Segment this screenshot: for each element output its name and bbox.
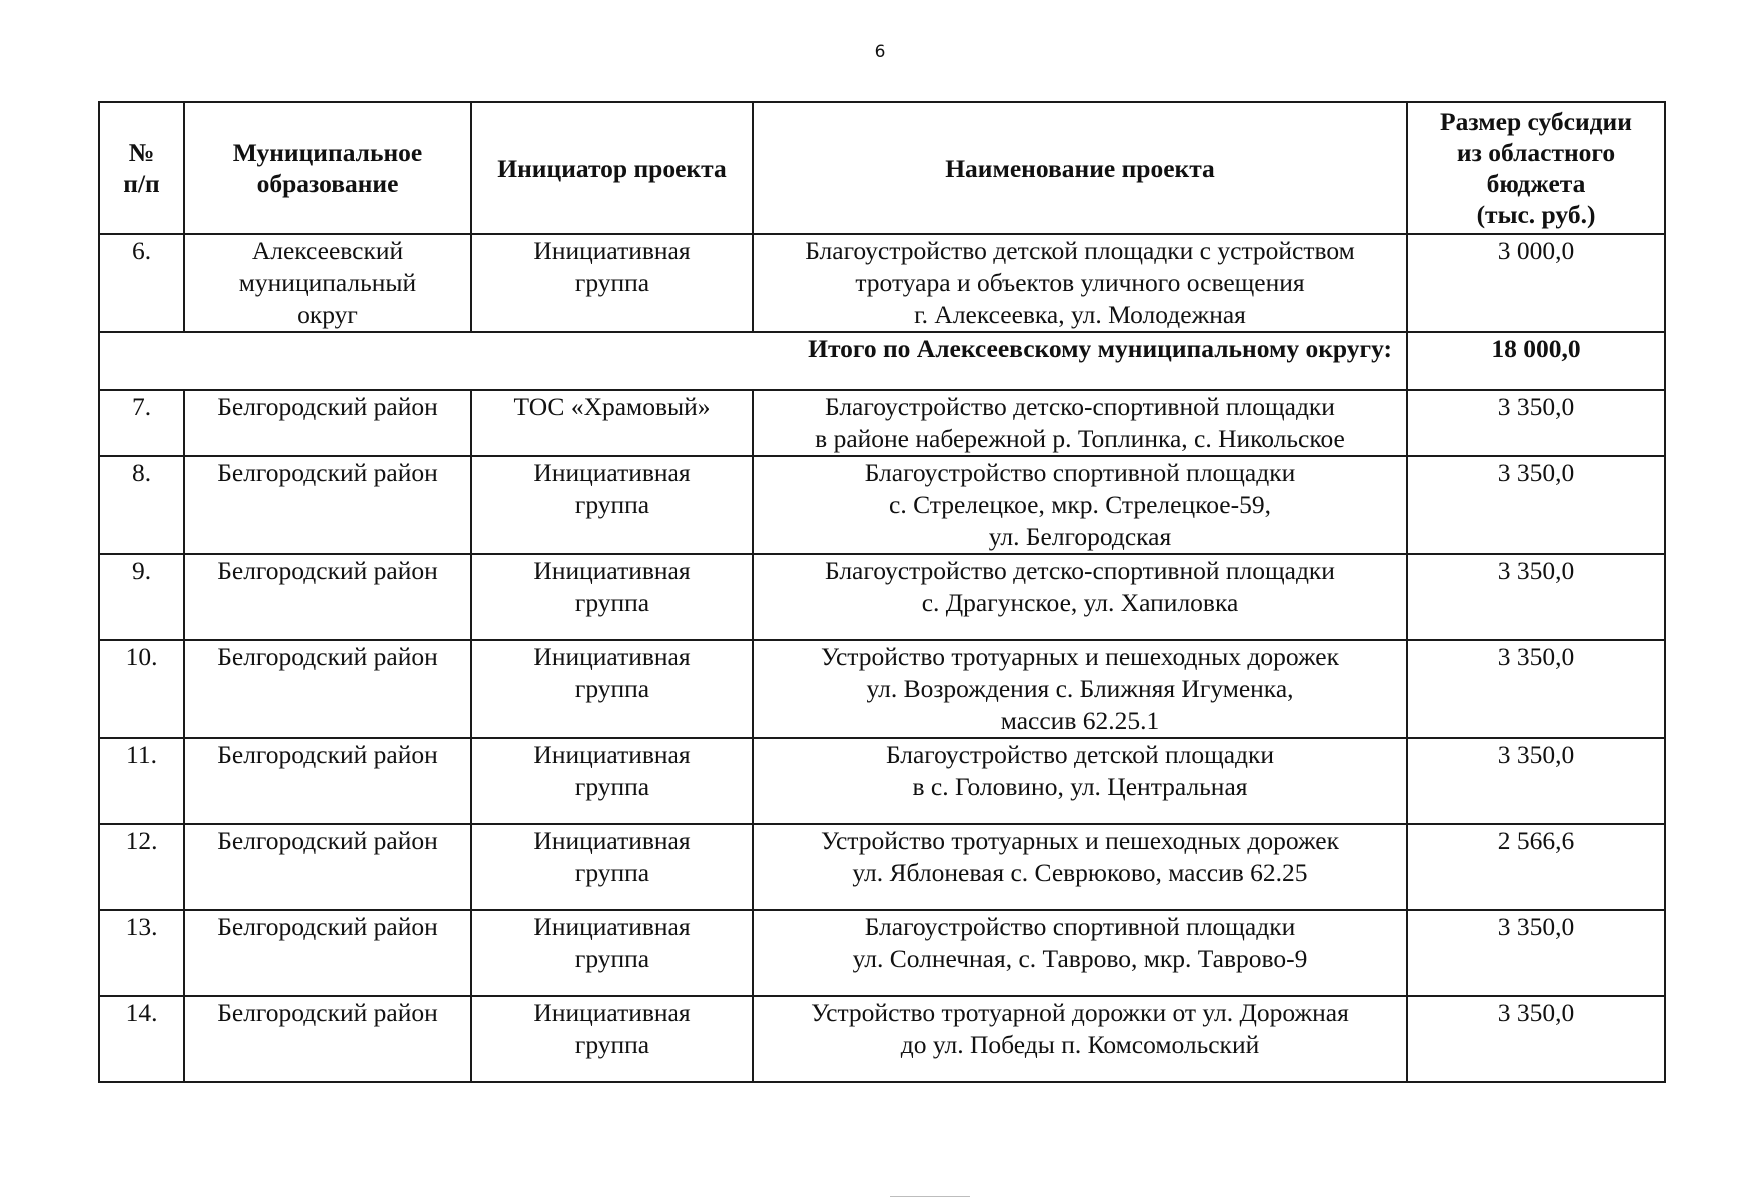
cell-project: Благоустройство детско-спортивной площадки с. Драгунское, ул. Хапиловка <box>753 554 1407 640</box>
cell-amount: 3 350,0 <box>1407 910 1665 996</box>
cell-municipality: Белгородский район <box>184 390 471 456</box>
page-number: 6 <box>874 42 886 62</box>
total-label: Итого по Алексеевскому муниципальному округу: <box>99 332 1407 390</box>
cell-amount: 3 350,0 <box>1407 640 1665 738</box>
cell-project: Благоустройство спортивной площадки с. Стрелецкое, мкр. Стрелецкое-59, ул. Белгородская <box>753 456 1407 554</box>
cell-project: Устройство тротуарных и пешеходных дорожек ул. Яблоневая с. Севрюково, массив 62.25 <box>753 824 1407 910</box>
header-initiator: Инициатор проекта <box>471 102 753 234</box>
header-municipality: Муниципальное образование <box>184 102 471 234</box>
cell-initiator: Инициативная группа <box>471 824 753 910</box>
table-row <box>99 554 1665 640</box>
cell-municipality: Белгородский район <box>184 738 471 824</box>
cell-initiator: Инициативная группа <box>471 910 753 996</box>
table-row <box>99 910 1665 996</box>
header-num: № п/п <box>99 102 184 234</box>
cell-initiator: ТОС «Храмовый» <box>471 390 753 456</box>
subsidy-table <box>98 101 1666 1083</box>
cell-municipality: Белгородский район <box>184 640 471 738</box>
cell-amount: 3 350,0 <box>1407 554 1665 640</box>
cell-municipality: Белгородский район <box>184 554 471 640</box>
table-row <box>99 390 1665 456</box>
cell-amount: 3 350,0 <box>1407 390 1665 456</box>
cell-initiator: Инициативная группа <box>471 996 753 1082</box>
cell-amount: 2 566,6 <box>1407 824 1665 910</box>
cell-num: 9. <box>99 554 184 640</box>
total-row <box>99 332 1665 390</box>
cell-municipality: Белгородский район <box>184 910 471 996</box>
table-row <box>99 738 1665 824</box>
table-row <box>99 640 1665 738</box>
scan-mark <box>890 1196 970 1197</box>
cell-initiator: Инициативная группа <box>471 738 753 824</box>
cell-initiator: Инициативная группа <box>471 234 753 332</box>
cell-num: 13. <box>99 910 184 996</box>
cell-initiator: Инициативная группа <box>471 456 753 554</box>
cell-project: Благоустройство спортивной площадки ул. Солнечная, с. Таврово, мкр. Таврово-9 <box>753 910 1407 996</box>
table-row <box>99 234 1665 332</box>
cell-num: 12. <box>99 824 184 910</box>
cell-municipality: Белгородский район <box>184 456 471 554</box>
cell-project: Устройство тротуарных и пешеходных дорожек ул. Возрождения с. Ближняя Игуменка, массив 62.25.1 <box>753 640 1407 738</box>
cell-project: Устройство тротуарной дорожки от ул. Дорожная до ул. Победы п. Комсомольский <box>753 996 1407 1082</box>
cell-project: Благоустройство детско-спортивной площадки в районе набережной р. Топлинка, с. Никольское <box>753 390 1407 456</box>
cell-num: 7. <box>99 390 184 456</box>
cell-num: 11. <box>99 738 184 824</box>
header-project: Наименование проекта <box>753 102 1407 234</box>
cell-municipality: Алексеевский муниципальный округ <box>184 234 471 332</box>
cell-num: 6. <box>99 234 184 332</box>
table-row <box>99 456 1665 554</box>
total-amount: 18 000,0 <box>1407 332 1665 390</box>
cell-num: 10. <box>99 640 184 738</box>
cell-initiator: Инициативная группа <box>471 554 753 640</box>
cell-project: Благоустройство детской площадки с устройством тротуара и объектов уличного освещения г. Алексеевка, ул. Молодежная <box>753 234 1407 332</box>
table-row <box>99 824 1665 910</box>
cell-amount: 3 350,0 <box>1407 456 1665 554</box>
cell-initiator: Инициативная группа <box>471 640 753 738</box>
cell-municipality: Белгородский район <box>184 824 471 910</box>
header-amount: Размер субсидии из областного бюджета (тыс. руб.) <box>1407 102 1665 234</box>
table-header-row <box>99 102 1665 234</box>
cell-num: 14. <box>99 996 184 1082</box>
cell-municipality: Белгородский район <box>184 996 471 1082</box>
cell-project: Благоустройство детской площадки в с. Головино, ул. Центральная <box>753 738 1407 824</box>
table-row <box>99 996 1665 1082</box>
cell-amount: 3 000,0 <box>1407 234 1665 332</box>
cell-num: 8. <box>99 456 184 554</box>
cell-amount: 3 350,0 <box>1407 738 1665 824</box>
cell-amount: 3 350,0 <box>1407 996 1665 1082</box>
